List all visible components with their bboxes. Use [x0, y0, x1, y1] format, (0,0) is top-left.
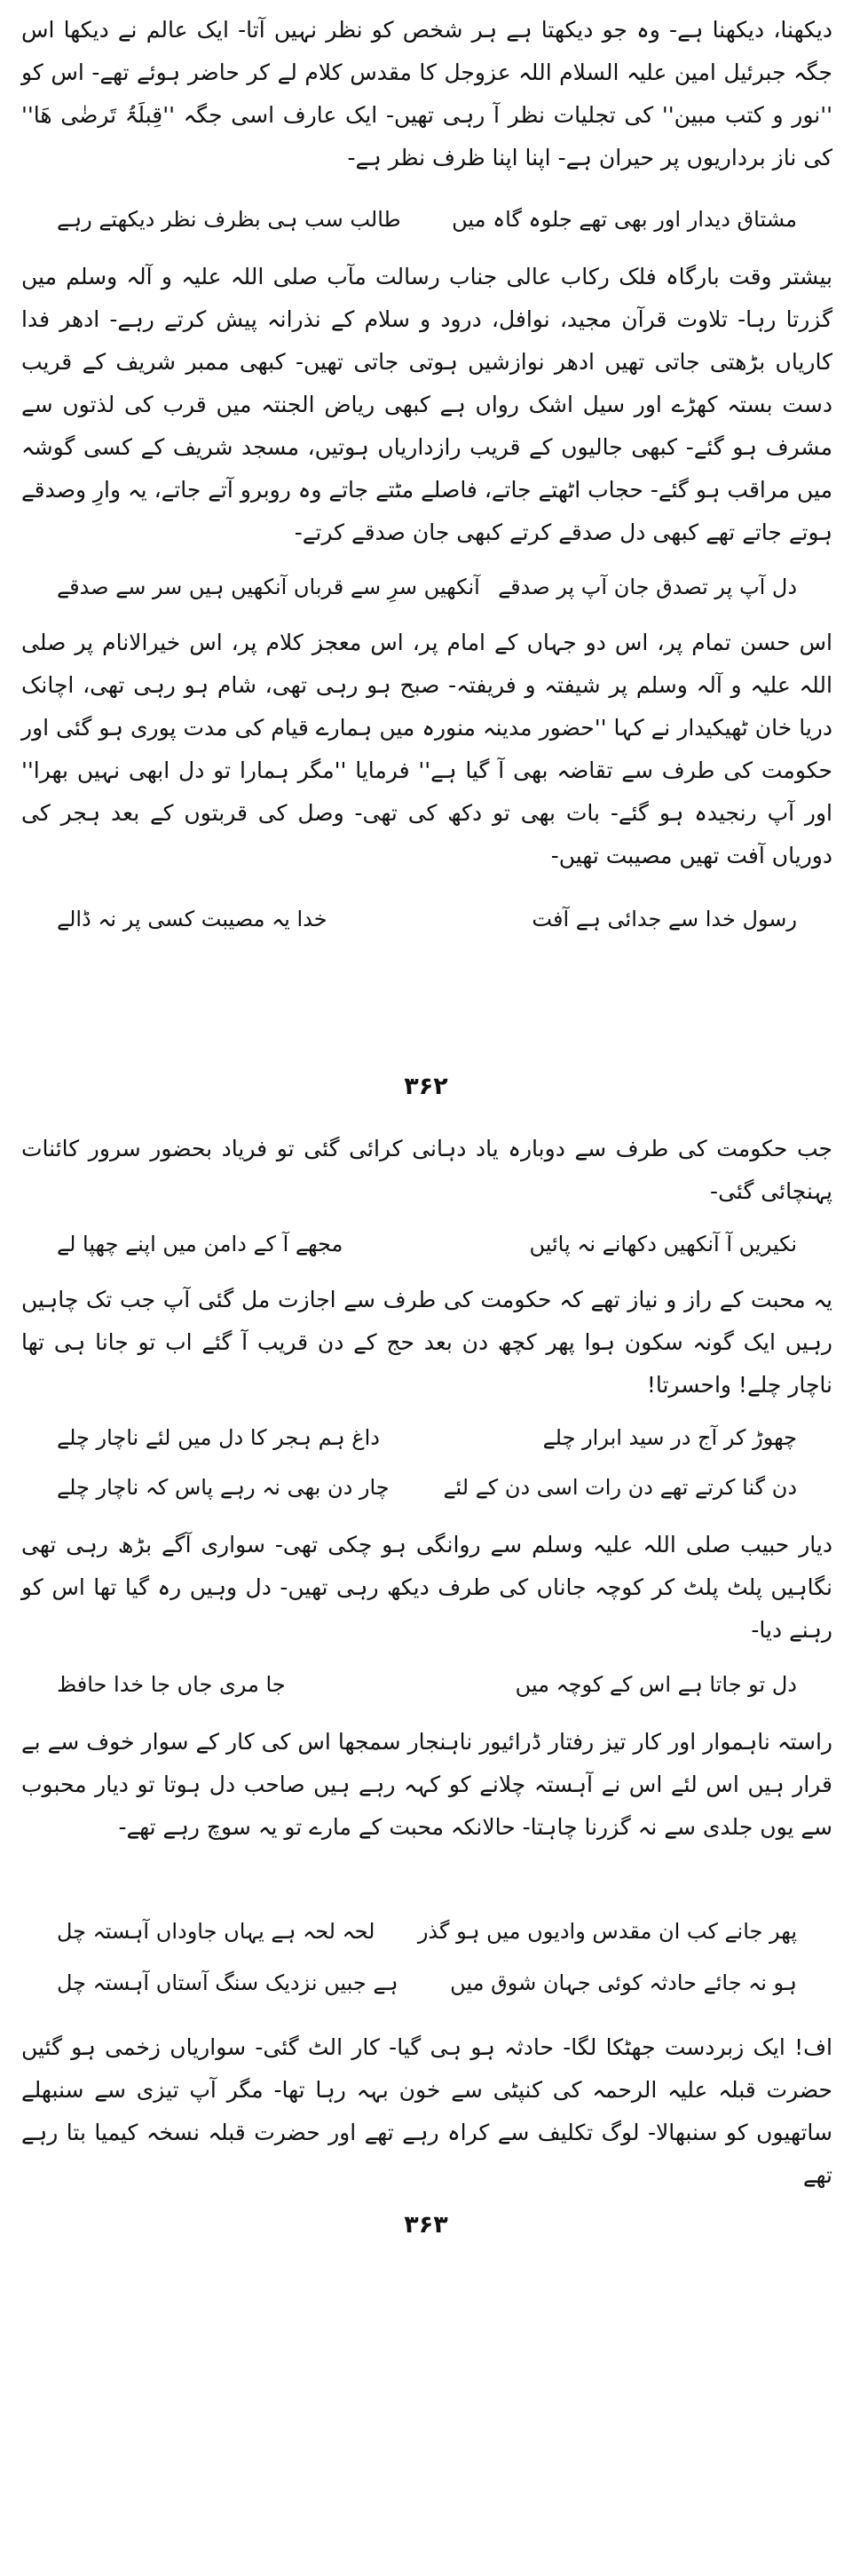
verse-couplet-leaving-1	[21, 1417, 832, 1458]
verse-second-half: خدا یہ مصیبت کسی پر نہ ڈالے	[57, 907, 327, 931]
verse-second-half: جا مری جاں جا خدا حافظ	[57, 1672, 286, 1697]
verse-first-half: مشتاق دیدار اور بھی تھے جلوہ گاہ میں	[452, 207, 797, 232]
verse-couplet-separation	[21, 899, 832, 939]
verse-couplet-slowly-2	[21, 1962, 832, 2003]
verse-second-half: چار دن بھی نہ رہے پاس کہ ناچار چلے	[57, 1475, 390, 1500]
verse-couplet-sacrifice	[21, 567, 832, 607]
page-number-top: ۳۶۲	[404, 1073, 448, 1100]
paragraph-driver: راستہ ناہموار اور کار تیز رفتار ڈرائیور ناہنجار سمجھا اس کی کار کے سوار خوف سے بے قرار ہیں اس لئے اس نے آہستہ چلانے کو کہہ رہے ہیں صاحب دل ہوتا تو دیار محبوب سے یوں جلدی سے نہ گزرنا چاہتا- حالانکہ محبت کے مارے تو یہ سوچ رہے تھے-	[21, 1729, 832, 1840]
verse-second-half: لحہ لحہ ہے یہاں جاوداں آہستہ چل	[57, 1919, 375, 1944]
verse-couplet-farewell	[21, 1664, 832, 1705]
paragraph-seeing: دیکھنا، دیکھنا ہے- وہ جو دیکھتا ہے ہر شخص کو نظر نہیں آتا- ایک عالم نے دیکھا اس جگہ جبرئیل امین علیہ السلام اللہ عزوجل کا مقدس کلام لے کر حاضر ہوئے تھے- اس کو ''نور و کتب مبین'' کی تجلیات نظر آ رہی تھیں- ایک عارف اسی جگہ ''قِبلَۃُ تَرضٰی ھَا'' کی ناز برداریوں پر حیران ہے- اپنا اپنا ظرف نظر ہے-	[21, 17, 832, 170]
paragraph-departure-notice: اس حسن تمام پر، اس دو جہاں کے امام پر، اس معجز کلام پر، اس خیرالانام پر صلی اللہ علیہ و آلہ وسلم پر شیفتہ و فریفتہ- صبح ہو رہی تھی، شام ہو رہی تھی، اچانک دریا خان ٹھیکیدار نے کہا ''حضور مدینہ منورہ میں ہمارے قیام کی مدت پوری ہو گئی اور حکومت کی طرف سے تقاضہ بھی آ گیا ہے'' فرمایا ''مگر ہمارا تو دل ابھی نہیں بھرا'' اور آپ رنجیدہ ہو گئے- بات بھی تو دکھ کی تھی- وصل کی قربتوں کے بعد ہجر کی دوریاں آفت تھیں مصیبت تھیں-	[21, 630, 832, 868]
verse-second-half: طالب سب ہی بظرف نظر دیکھتے رہے	[57, 207, 401, 232]
verse-second-half: مجھے آ کے دامن میں اپنے چھپا لے	[57, 1232, 343, 1256]
paragraph-court-of-prophet: بیشتر وقت بارگاہ فلک رکاب عالی جناب رسالت مآب صلی اللہ علیہ و آلہ وسلم میں گزرتا رہا- تلاوت قرآن مجید، نوافل، درود و سلام کے نذرانہ پیش کرتے رہے- ادھر فدا کاریاں بڑھتی جاتی تھیں ادھر نوازشیں ہوتی جاتی تھیں- کبھی ممبر شریف کے قریب دست بستہ کھڑے اور سیل اشک رواں ہے کبھی ریاض الجنتہ میں قرب کی لذتوں سے مشرف ہو گئے- کبھی جالیوں کے قریب رازداریاں ہوتیں، مسجد شریف کے کسی گوشہ میں مراقب ہو گئے- حجاب اٹھتے جاتے، فاصلے مٹتے جاتے وہ روبرو آتے جاتے، یہ وارِ وصدقے ہوتے جاتے تھے کبھی دل صدقے کرتے کبھی جان صدقے کرتے-	[21, 264, 832, 545]
paragraph-permission: یہ محبت کے راز و نیاز تھے کہ حکومت کی طرف سے اجازت مل گئی آپ جب تک چاہیں رہیں ایک گونہ سکون ہوا پھر کچھ دن بعد حج کے دن قریب آ گئے اب تو جانا ہی تھا ناچار چلے! واحسرتا!	[21, 1287, 832, 1398]
paragraph-reminder: جب حکومت کی طرف سے دوبارہ یاد دہانی کرائی گئی تو فریاد بحضور سرور کائنات پہنچائی گئی-	[21, 1136, 832, 1204]
paragraph-accident: اف! ایک زبردست جھٹکا لگا- حادثہ ہو ہی گیا- کار الٹ گئی- سواریاں زخمی ہو گئیں حضرت قبلہ علیہ الرحمہ کی کنپٹی سے خون بہہ رہا تھا- مگر آپ تیزی سے سنبھلے ساتھیوں کو سنبھالا- لوگ تکلیف سے کراہ رہے تھے اور حضرت قبلہ نسخہ کیمیا بتا رہے تھے	[21, 2034, 832, 2188]
verse-first-half: رسول خدا سے جدائی ہے آفت	[532, 907, 797, 931]
verse-first-half: دل تو جاتا ہے اس کے کوچہ میں	[515, 1672, 797, 1697]
verse-first-half: نکیریں آ آنکھیں دکھانے نہ پائیں	[529, 1232, 797, 1256]
paragraph-journey: دیار حبیب صلی اللہ علیہ وسلم سے روانگی ہو چکی تھی- سواری آگے بڑھ رہی تھی نگاہیں پلٹ پلٹ کر کوچہ جاناں کی طرف دیکھ رہی تھیں- دل وہیں رہ گیا تھا اس کو رہنے دیا-	[21, 1532, 832, 1643]
verse-first-half: ہو نہ جائے حادثہ کوئی جہان شوق میں	[450, 1970, 797, 1995]
verse-second-half: آنکھیں سرِ سے قرباں آنکھیں ہیں سر سے صدقے	[57, 575, 480, 599]
verse-first-half: چھوڑ کر آج در سید ابرار چلے	[542, 1425, 797, 1450]
verse-first-half: دل آپ پر تصدق جان آپ پر صدقے	[498, 575, 797, 599]
verse-couplet-longing	[21, 199, 832, 240]
verse-second-half: داغ ہم ہجر کا دل میں لئے ناچار چلے	[57, 1425, 380, 1450]
verse-first-half: پھر جانے کب ان مقدس وادیوں میں ہو گذر	[417, 1919, 797, 1944]
verse-second-half: ہے جبیں نزدیک سنگ آستاں آہستہ چل	[57, 1970, 398, 1995]
verse-couplet-slowly-1	[21, 1911, 832, 1952]
page-number-bottom: ۳۶۳	[404, 2211, 448, 2239]
verse-couplet-leaving-2	[21, 1467, 832, 1508]
verse-first-half: دن گنا کرتے تھے دن رات اسی دن کے لئے	[443, 1475, 797, 1500]
verse-couplet-shelter	[21, 1224, 832, 1264]
